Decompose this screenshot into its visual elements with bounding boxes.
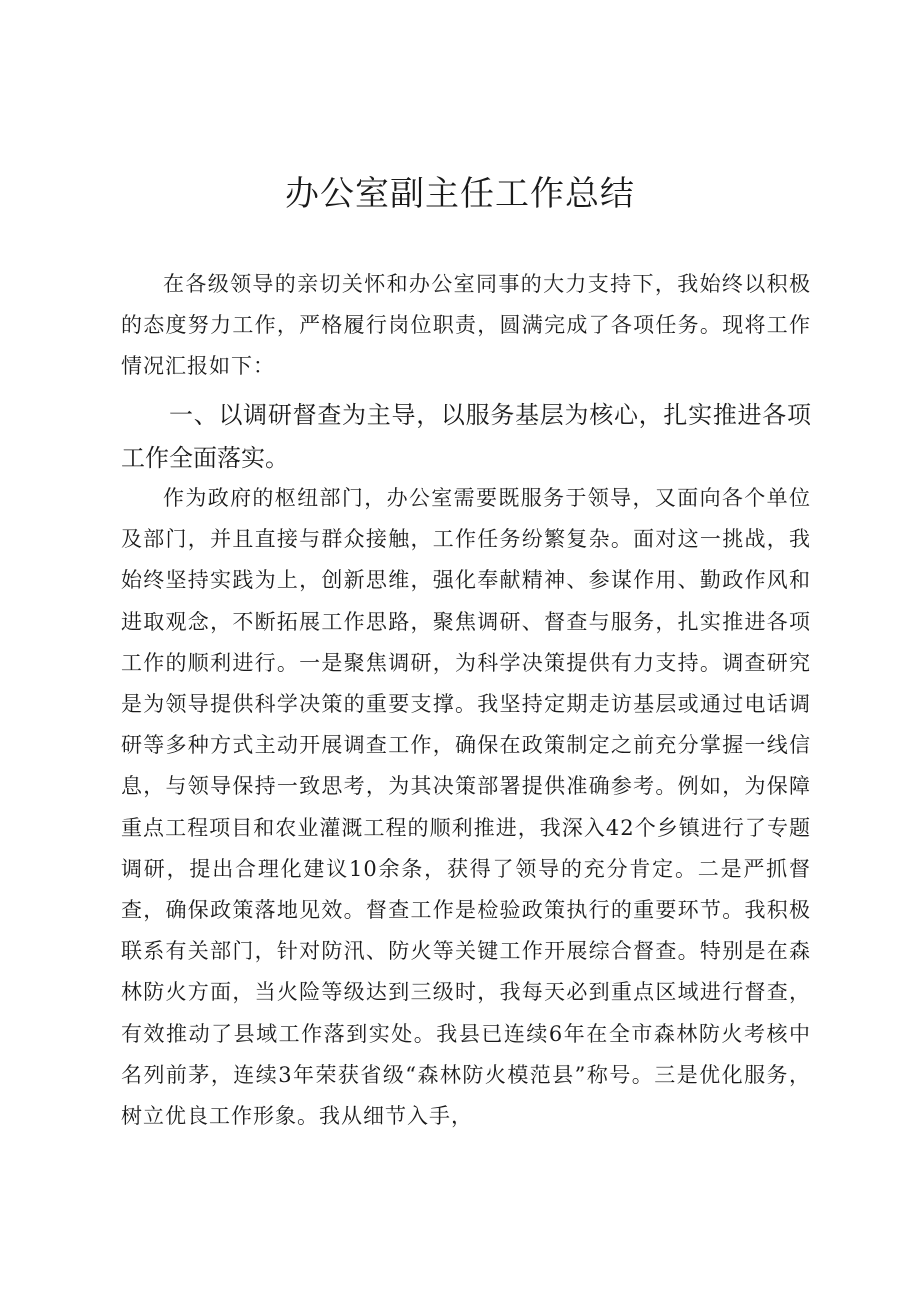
section-heading: 一、以调研督查为主导，以服务基层为核心，扎实推进各项工作全面落实。 xyxy=(121,401,811,472)
body-paragraph: 作为政府的枢纽部门，办公室需要既服务于领导，又面向各个单位及部门，并且直接与群众接触，工作任务纷繁复杂。面对这一挑战，我始终坚持实践为上，创新思维，强化奉献精神、参谋作用、勤政作风和进取观念，不断拓展工作思路，聚焦调研、督查与服务，扎实推进各项工作的顺利进行。一是聚焦调研，为科学决策提供有力支持。调查研究是为领导提供科学决策的重要支撑。我坚持定期走访基层或通过电话调研等多种方式主动开展调查工作，确保在政策制定之前充分掌握一线信息，与领导保持一致思考，为其决策部署提供准确参考。例如，为保障重点工程项目和农业灌溉工程的顺利推进，我深入42个乡镇进行了专题调研，提出合理化建议10余条，获得了领导的充分肯定。二是严抓督查，确保政策落地见效。督查工作是检验政策执行的重要环节。我积极联系有关部门，针对防汛、防火等关键工作开展综合督查。特别是在森林防火方面，当火险等级达到三级时，我每天必到重点区域进行督查，有效推动了县域工作落到实处。我县已连续6年在全市森林防火考核中名列前茅，连续3年荣获省级“森林防火模范县”称号。三是优化服务，树立优良工作形象。我从细节入手， xyxy=(121,486,811,1129)
document-title: 办公室副主任工作总结 xyxy=(285,174,635,214)
intro-paragraph: 在各级领导的亲切关怀和办公室同事的大力支持下，我始终以积极的态度努力工作，严格履行岗位职责，圆满完成了各项任务。现将工作情况汇报如下： xyxy=(121,272,811,379)
